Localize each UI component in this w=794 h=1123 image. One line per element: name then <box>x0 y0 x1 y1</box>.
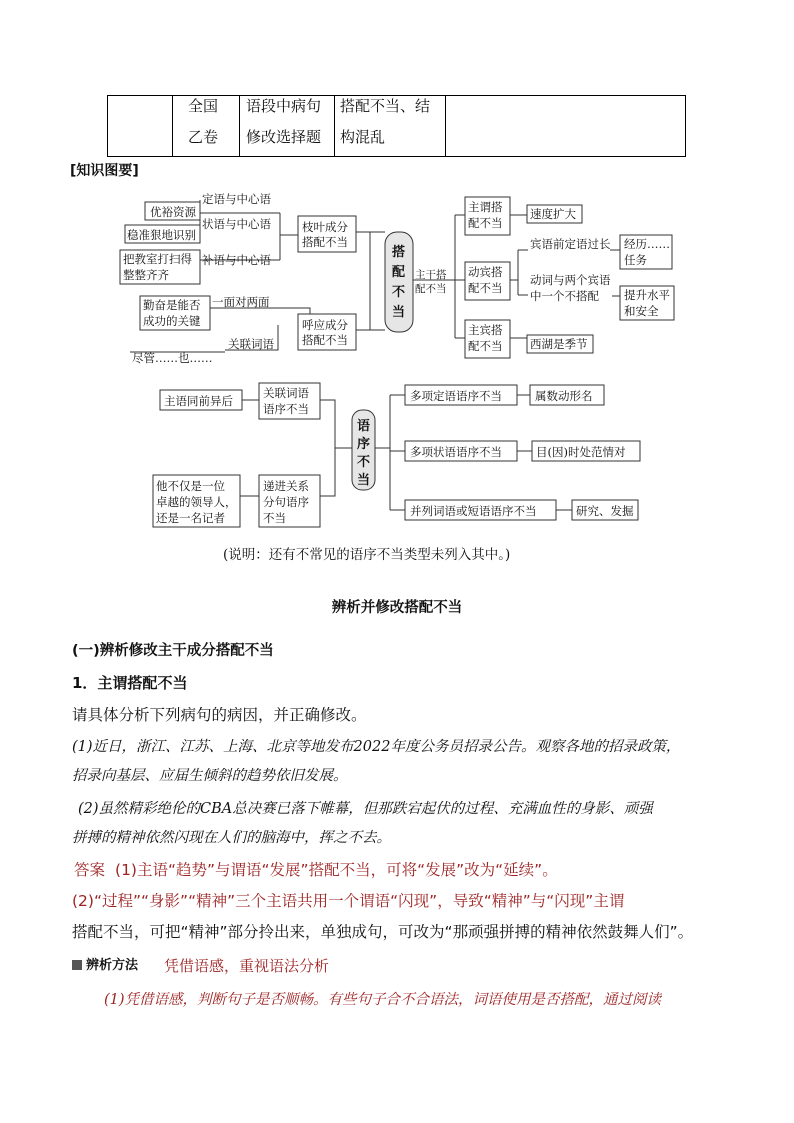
map-label: 呼应成分 <box>302 318 348 332</box>
question-text: 招录向基层、应届生倾斜的趋势依旧发展。 <box>72 768 348 784</box>
mind-map-collocation <box>0 180 794 365</box>
map-label: 主谓搭 <box>468 200 503 214</box>
table-divider <box>172 96 173 156</box>
map-label: 定语与中心语 <box>202 192 271 206</box>
map-label: 成功的关键 <box>143 314 201 328</box>
map-label: 枝叶成分 <box>302 220 348 234</box>
method-text: (1)凭借语感，判断句子是否顺畅。有些句子合不合语法，词语使用是否搭配，通过阅读 <box>104 992 662 1008</box>
map-label: 搭配不当 <box>302 333 348 347</box>
section-title: 辨析并修改搭配不当 <box>331 600 463 616</box>
map-label: 稳准狠地识别 <box>127 228 196 242</box>
map-label: 配不当 <box>468 339 503 353</box>
map-label: 他不仅是一位 <box>156 479 225 493</box>
table-cell: 全国 <box>188 97 219 115</box>
answer-line <box>74 858 558 880</box>
map-label: 配不当 <box>468 281 503 295</box>
map-label: 多项定语语序不当 <box>410 389 502 403</box>
map-label: 经历…… <box>624 237 670 251</box>
info-table <box>107 95 686 157</box>
center-char: 不 <box>357 455 371 470</box>
map-label: 关联词语 <box>263 386 309 400</box>
map-label: 整整齐齐 <box>123 268 169 282</box>
instruction: 请具体分析下列病句的病因，并正确修改。 <box>72 706 367 724</box>
map-label: 速度扩大 <box>530 207 576 221</box>
answer-label: 答案 <box>74 861 106 879</box>
map-label: 属数动形名 <box>535 389 593 403</box>
map-label: 中一个不搭配 <box>530 289 599 303</box>
map-label: 勤奋是能否 <box>143 298 201 312</box>
map-label: 分句语序 <box>263 495 309 509</box>
map-label: 搭配不当 <box>302 235 348 249</box>
answer-text: (2)“过程”“身影”“精神”三个主语共用一个谓语“闪现”，导致“精神”与“闪现”主谓 <box>72 892 625 910</box>
map-label: 和安全 <box>624 304 659 318</box>
map-label: 动词与两个宾语 <box>530 273 611 287</box>
map-label: 主语同前异后 <box>164 394 233 408</box>
subsection-title: (一)辨析修改主干成分搭配不当 <box>72 643 274 659</box>
method-label: 辨析方法 <box>86 958 139 973</box>
mind-map-word-order <box>0 378 794 533</box>
map-label: 配不当 <box>468 216 503 230</box>
map-label: 还是一名记者 <box>156 511 225 525</box>
center-char: 搭 <box>392 245 406 260</box>
map-label: 递进关系 <box>263 479 309 493</box>
map-label: 主宾搭 <box>468 323 503 337</box>
method-title: 凭借语感，重视语法分析 <box>164 957 330 975</box>
map-label: 优裕资源 <box>150 205 196 219</box>
square-icon <box>72 960 82 970</box>
answer-text: (1)主语“趋势”与谓语“发展”搭配不当，可将“发展”改为“延续”。 <box>115 861 558 879</box>
center-char: 语 <box>357 419 371 434</box>
map-note: (说明：还有不常见的语序不当类型未列入其中。) <box>223 547 511 563</box>
map-label: 目(因)时处范情对 <box>536 445 626 459</box>
table-cell: 构混乱 <box>340 128 386 146</box>
map-label: 把教室打扫得 <box>123 252 192 266</box>
table-divider <box>239 96 240 156</box>
question-text: (1)近日，浙江、江苏、上海、北京等地发布2022年度公务员招录公告。观察各地的招录政策， <box>72 739 681 755</box>
map-label: 尽管……也…… <box>132 351 213 365</box>
answer-text: 搭配不当，可把“精神”部分拎出来，单独成句，可改为“那顽强拼搏的精神依然鼓舞人们”。 <box>72 923 694 941</box>
table-divider <box>445 96 446 156</box>
map-label: 补语与中心语 <box>202 253 271 267</box>
map-label: 不当 <box>263 511 286 525</box>
map-label: 提升水平 <box>624 288 670 302</box>
map-label: 主干搭 <box>415 269 447 281</box>
center-char: 序 <box>357 437 371 452</box>
center-char: 当 <box>392 305 406 320</box>
question-text: (2)虽然精彩绝伦的CBA总决赛已落下帷幕，但那跌宕起伏的过程、充满血性的身影、顽强 <box>78 801 653 817</box>
map-label: 西湖是季节 <box>530 337 588 351</box>
item-heading: 1．主谓搭配不当 <box>72 674 188 692</box>
table-divider <box>334 96 335 156</box>
map-label: 多项状语语序不当 <box>410 445 502 459</box>
table-cell: 语段中病句 <box>246 97 322 115</box>
center-char: 不 <box>392 285 406 300</box>
map-label: 动宾搭 <box>468 265 503 279</box>
knowledge-heading: [知识图要] <box>70 163 139 179</box>
map-label: 研究、发掘 <box>576 504 634 518</box>
map-label: 并列词语或短语语序不当 <box>410 504 537 518</box>
map-label: 状语与中心语 <box>202 217 271 231</box>
map-label: 卓越的领导人， <box>156 495 237 509</box>
map-label: 关联词语 <box>228 337 274 351</box>
map-label: 宾语前定语过长 <box>530 237 611 251</box>
map-label: 一面对两面 <box>212 295 270 309</box>
center-char: 配 <box>392 265 406 280</box>
map-label: 任务 <box>624 253 647 267</box>
question-text: 拼搏的精神依然闪现在人们的脑海中，挥之不去。 <box>72 830 391 846</box>
table-cell: 乙卷 <box>188 128 219 146</box>
center-char: 当 <box>357 473 371 488</box>
map-label: 配不当 <box>415 283 447 295</box>
method-tag <box>72 954 138 973</box>
map-label: 语序不当 <box>263 402 309 416</box>
table-cell: 搭配不当、结 <box>340 97 431 115</box>
table-cell: 修改选择题 <box>246 128 322 146</box>
